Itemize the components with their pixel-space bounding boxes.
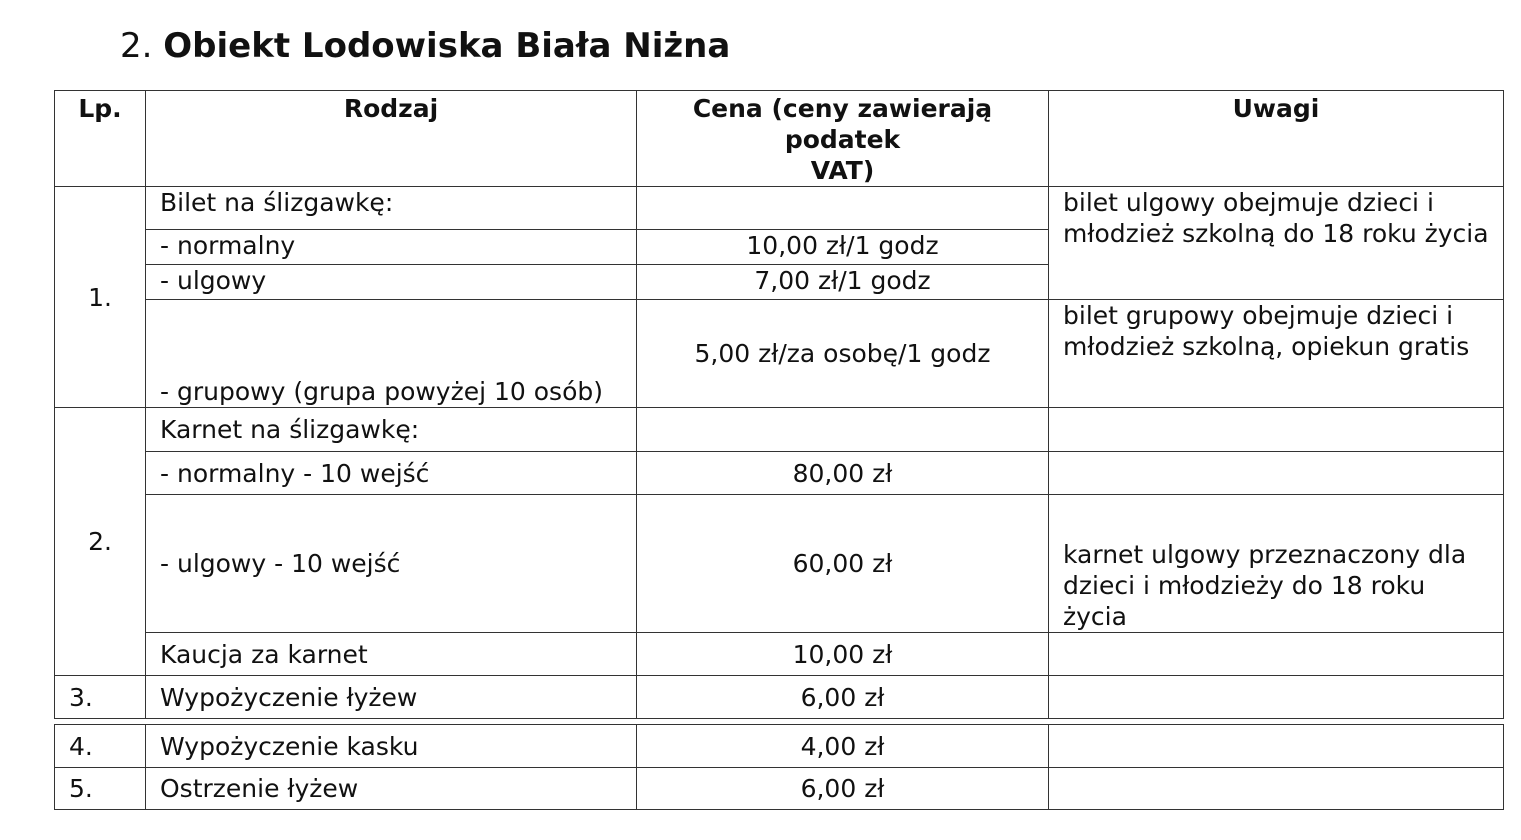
- lp-cell-3: 3.: [55, 676, 146, 719]
- price-table: [54, 90, 1504, 719]
- karnet-normalny-label: - normalny - 10 wejść: [146, 452, 637, 495]
- table-row: [55, 300, 1504, 408]
- table-row: [55, 408, 1504, 452]
- row3-label: Wypożyczenie łyżew: [146, 676, 637, 719]
- empty-note-cell: [1049, 676, 1504, 719]
- header-cena-line1: Cena (ceny zawierają: [692, 94, 993, 123]
- section-heading: [120, 22, 730, 70]
- bilet-ulgowy-label: - ulgowy: [146, 265, 637, 300]
- bilet-normalny-label: - normalny: [146, 230, 637, 265]
- header-cena-line3: VAT): [810, 156, 875, 185]
- karnet-title: Karnet na ślizgawkę:: [146, 408, 637, 452]
- table-row: [55, 768, 1504, 810]
- kaucja-label: Kaucja za karnet: [146, 633, 637, 676]
- empty-price-cell: [637, 187, 1049, 230]
- empty-price-cell: [637, 408, 1049, 452]
- table-row: [55, 187, 1504, 230]
- section-number: 2.: [120, 26, 153, 66]
- lp-cell-2: 2.: [55, 408, 146, 676]
- table-row: [55, 676, 1504, 719]
- row5-price: 6,00 zł: [637, 768, 1049, 810]
- table-row: [55, 633, 1504, 676]
- note-karnet-ulgowy: karnet ulgowy przeznaczony dla dzieci i młodzieży do 18 roku życia: [1049, 495, 1504, 633]
- empty-note-cell: [1049, 408, 1504, 452]
- table-row: [55, 725, 1504, 768]
- bilet-normalny-price: 10,00 zł/1 godz: [637, 230, 1049, 265]
- note-bilet-grupowy: bilet grupowy obejmuje dzieci i młodzież szkolną, opiekun gratis: [1049, 300, 1504, 408]
- bilet-ulgowy-price: 7,00 zł/1 godz: [637, 265, 1049, 300]
- lp-cell-4: 4.: [55, 725, 146, 768]
- table-header-row: [55, 91, 1504, 187]
- header-cena: [637, 91, 1049, 187]
- header-lp: Lp.: [55, 91, 146, 187]
- empty-note-cell: [1049, 452, 1504, 495]
- table-row: [55, 452, 1504, 495]
- empty-note-cell: [1049, 633, 1504, 676]
- row3-price: 6,00 zł: [637, 676, 1049, 719]
- header-cena-line2: podatek: [784, 125, 901, 154]
- empty-note-cell: [1049, 768, 1504, 810]
- section-title: Obiekt Lodowiska Biała Niżna: [163, 26, 731, 66]
- kaucja-price: 10,00 zł: [637, 633, 1049, 676]
- row4-price: 4,00 zł: [637, 725, 1049, 768]
- lp-cell-5: 5.: [55, 768, 146, 810]
- lp-cell-1: 1.: [55, 187, 146, 408]
- header-rodzaj: Rodzaj: [146, 91, 637, 187]
- bilet-grupowy-price: 5,00 zł/za osobę/1 godz: [637, 300, 1049, 408]
- note-bilet-ulgowy: bilet ulgowy obejmuje dzieci i młodzież szkolną do 18 roku życia: [1049, 187, 1504, 300]
- table-row: [55, 495, 1504, 633]
- karnet-ulgowy-label: - ulgowy - 10 wejść: [146, 495, 637, 633]
- row4-label: Wypożyczenie kasku: [146, 725, 637, 768]
- header-uwagi: Uwagi: [1049, 91, 1504, 187]
- karnet-ulgowy-price: 60,00 zł: [637, 495, 1049, 633]
- empty-note-cell: [1049, 725, 1504, 768]
- price-table-continued: [54, 724, 1504, 810]
- bilet-grupowy-label: - grupowy (grupa powyżej 10 osób): [146, 300, 637, 408]
- bilet-title: Bilet na ślizgawkę:: [146, 187, 637, 230]
- row5-label: Ostrzenie łyżew: [146, 768, 637, 810]
- karnet-normalny-price: 80,00 zł: [637, 452, 1049, 495]
